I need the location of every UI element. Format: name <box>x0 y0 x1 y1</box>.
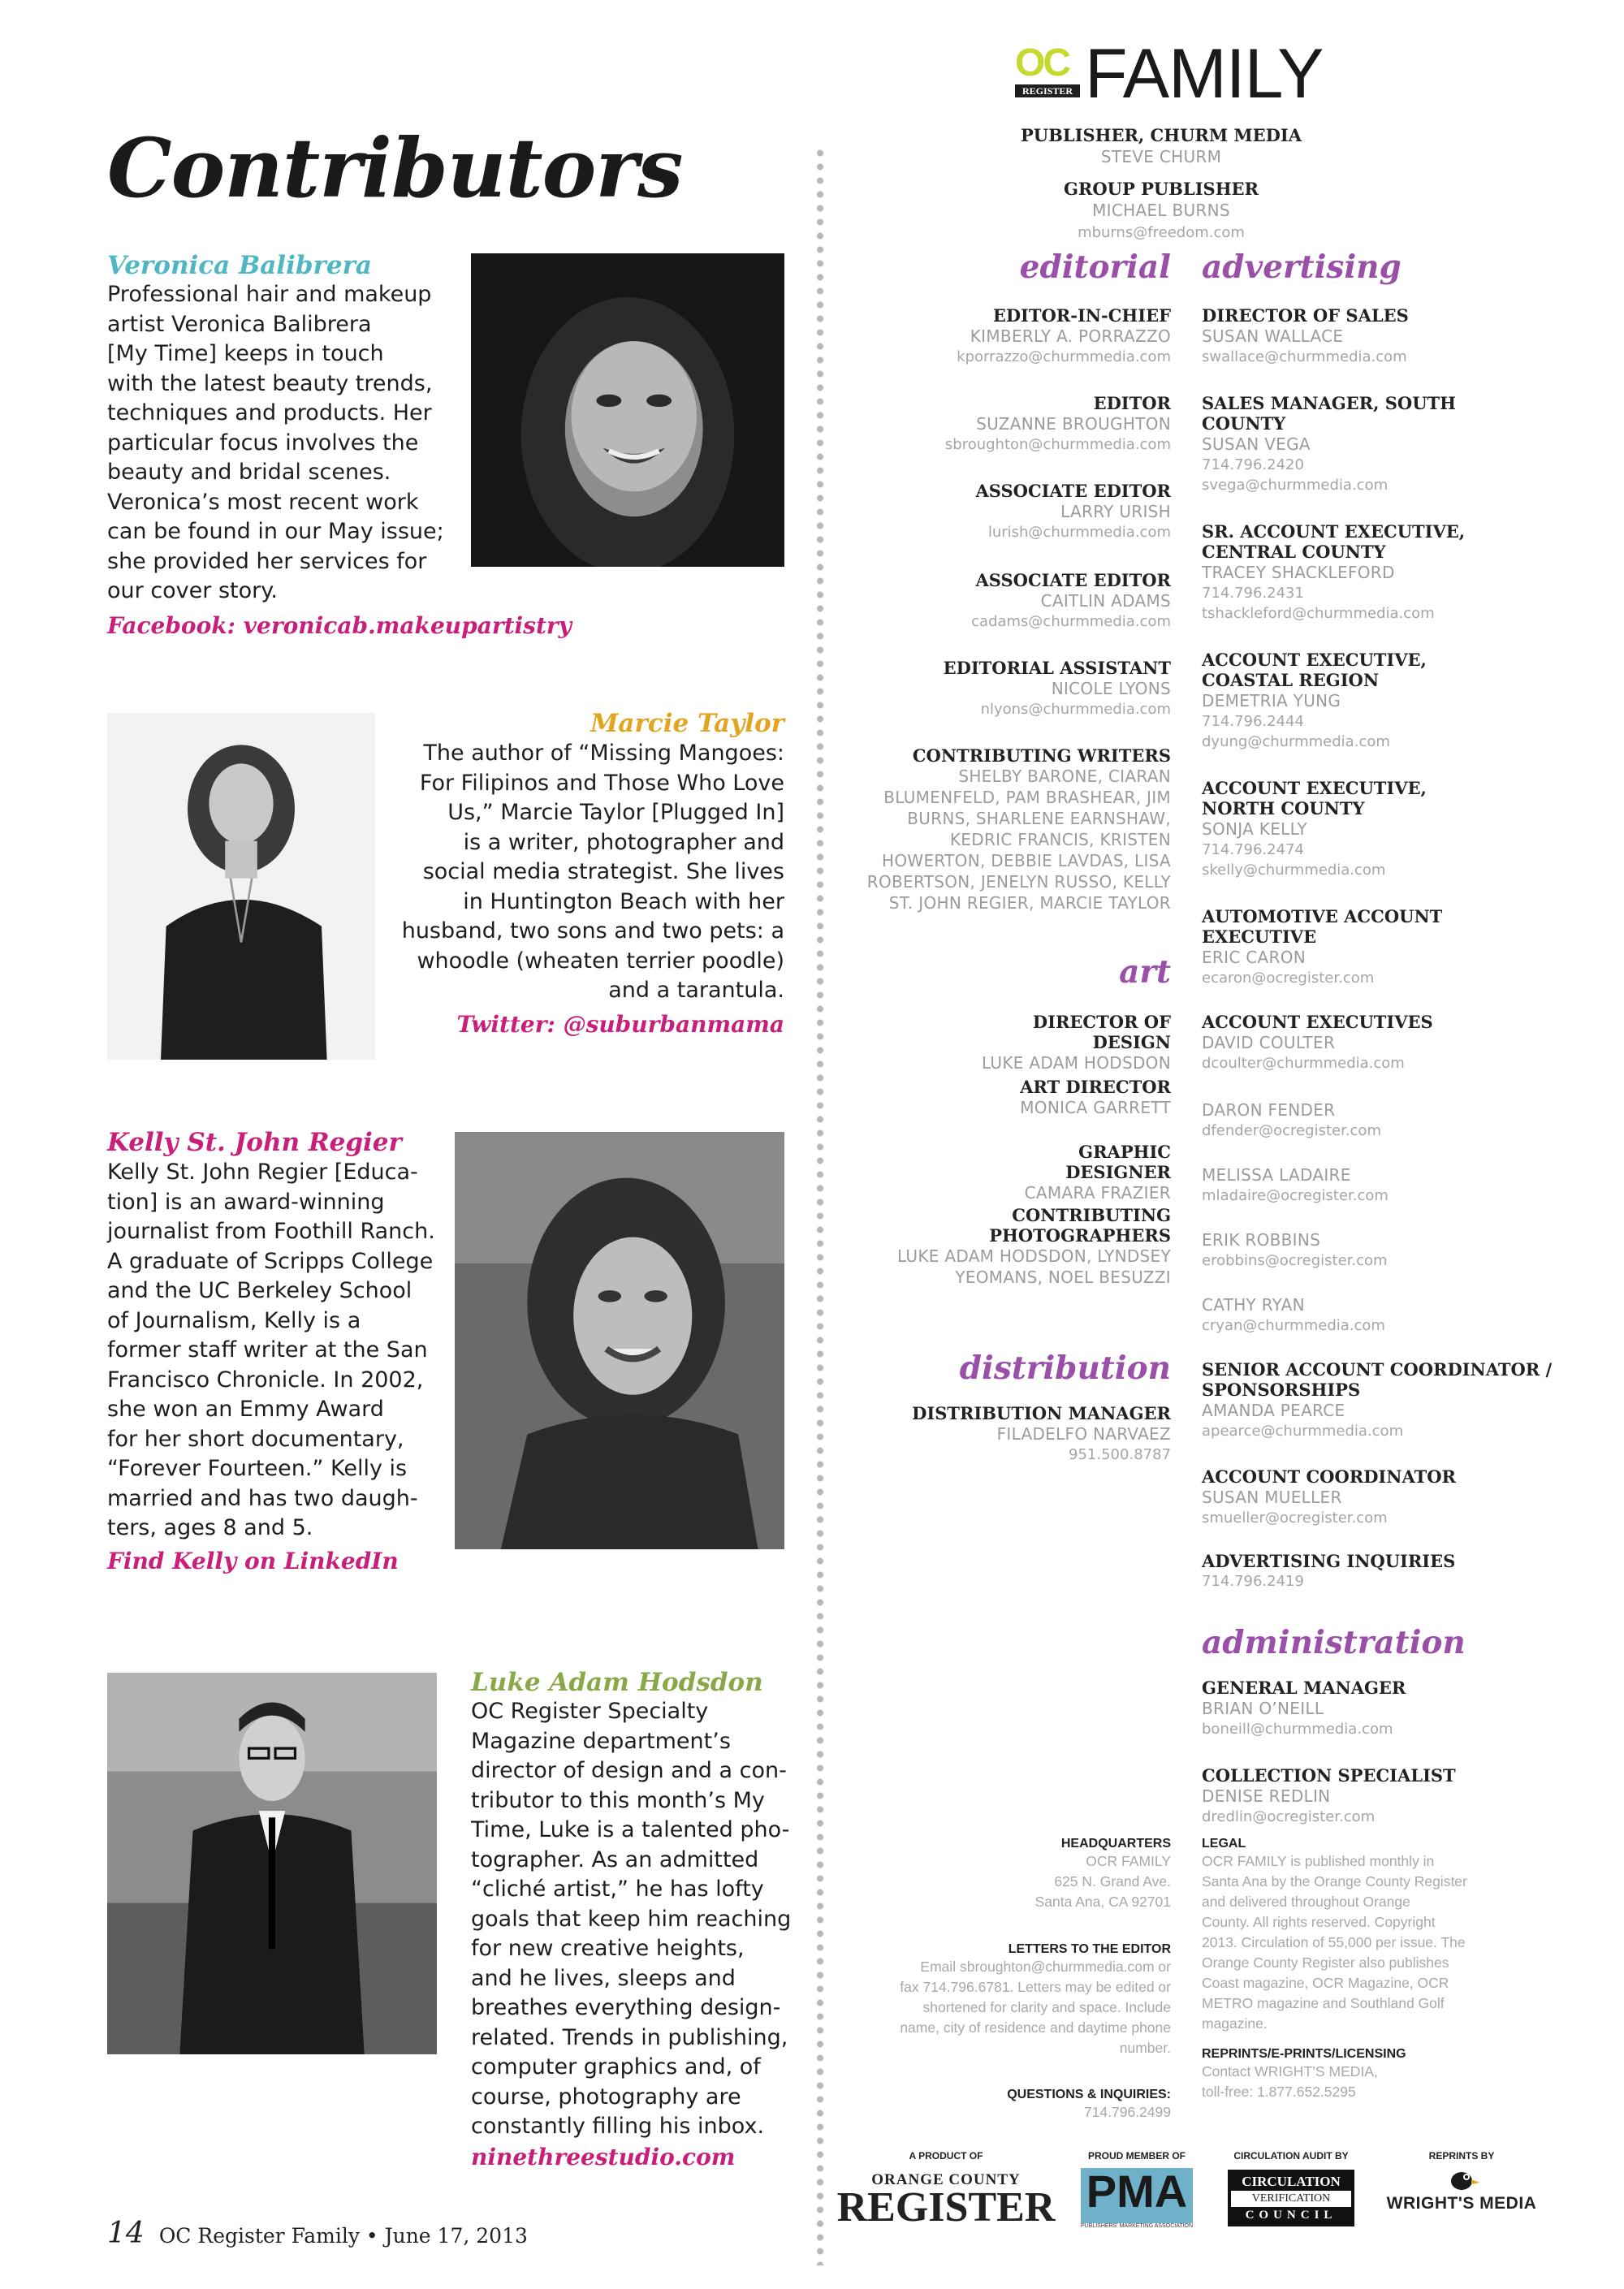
staff-phone: 714.796.2431 <box>1202 585 1304 602</box>
questions-phone <box>830 2102 1171 2123</box>
bio-line: married and has two daugh- <box>107 1485 418 1511</box>
bio-line: and he lives, sleeps and <box>471 1965 736 1991</box>
staff-name: LARRY URISH <box>1060 502 1171 521</box>
logo-cvc-box <box>1228 2170 1354 2226</box>
staff-email[interactable]: smueller@ocregister.com <box>1202 1509 1388 1527</box>
staff-entry <box>822 1142 1171 1203</box>
staff-entry <box>1202 1466 1575 1528</box>
logo-cvc-line2: VERIFICATION <box>1251 2192 1331 2205</box>
staff-entry <box>1202 1294 1575 1336</box>
staff-email[interactable]: cryan@churmmedia.com <box>1202 1317 1385 1334</box>
staff-title: GRAPHIC DESIGNER <box>1065 1142 1171 1182</box>
bio-line: computer graphics and, of <box>471 2054 761 2080</box>
contributor-photo-luke <box>107 1673 437 2054</box>
staff-title: ACCOUNT COORDINATOR <box>1202 1466 1456 1487</box>
logo-cvc-line1: CIRCULATION <box>1231 2173 1351 2191</box>
staff-entry <box>1202 1229 1575 1271</box>
headquarters-title: HEADQUARTERS <box>1060 1837 1171 1851</box>
bio-line: our cover story. <box>107 578 278 603</box>
wrights-bird-icon <box>1380 2165 1543 2194</box>
reprints-block <box>1202 2047 1559 2102</box>
staff-name: BLUMENFELD, PAM BRASHEAR, JIM <box>883 788 1171 807</box>
staff-email[interactable]: dcoulter@churmmedia.com <box>1202 1055 1405 1072</box>
bio-line: Time, Luke is a talented pho- <box>471 1817 790 1842</box>
letters-text <box>830 1957 1171 2058</box>
legal-text <box>1202 1851 1559 2034</box>
contributor-name-marcie: Marcie Taylor <box>590 709 784 738</box>
twitter-link[interactable]: Twitter: @suburbanmama <box>456 1011 784 1038</box>
staff-email[interactable]: erobbins@ocregister.com <box>1202 1252 1388 1269</box>
page-number: 14 <box>107 2217 145 2250</box>
staff-name: CAITLIN ADAMS <box>1040 591 1171 611</box>
publisher-title: PUBLISHER, CHURM MEDIA <box>1021 125 1302 145</box>
staff-email[interactable]: nlyons@churmmedia.com <box>980 701 1171 718</box>
bio-line: breathes everything design- <box>471 1995 781 2020</box>
staff-entry <box>1202 906 1575 988</box>
staff-name: DENISE REDLIN <box>1202 1786 1331 1806</box>
logo-oc: OC <box>1015 41 1069 84</box>
contributor-photo-kelly <box>455 1132 784 1549</box>
staff-entry <box>822 393 1171 455</box>
staff-email[interactable]: dfender@ocregister.com <box>1202 1122 1381 1139</box>
logo-wrights: WRIGHT'S MEDIA <box>1386 2194 1537 2213</box>
ocr-product-logo <box>836 2150 1056 2231</box>
staff-title: DIRECTOR OF DESIGN <box>1032 1012 1171 1052</box>
bio-line: for her short documentary, <box>107 1426 404 1452</box>
staff-name: ERIK ROBBINS <box>1202 1230 1321 1250</box>
staff-title: EDITOR-IN-CHIEF <box>992 305 1171 326</box>
staff-entry <box>822 570 1171 632</box>
staff-email[interactable]: swallace@churmmedia.com <box>1202 348 1407 365</box>
bio-line: she provided her services for <box>107 548 427 574</box>
headquarters-block <box>830 1837 1171 1912</box>
bio-line: Veronica’s most recent work <box>107 489 419 515</box>
staff-entry <box>822 745 1171 913</box>
fine-line: OCR FAMILY is published monthly in <box>1202 1853 1435 1869</box>
staff-email[interactable]: svega@churmmedia.com <box>1202 477 1389 494</box>
staff-email[interactable]: lurish@churmmedia.com <box>987 524 1171 541</box>
section-heading-distribution: distribution <box>959 1350 1171 1387</box>
bio-line: can be found in our May issue; <box>107 519 444 544</box>
staff-title: SR. ACCOUNT EXECUTIVE, CENTRAL COUNTY <box>1202 521 1466 562</box>
fine-line: name, city of residence and daytime phone <box>900 2019 1171 2036</box>
staff-entry <box>1202 305 1575 367</box>
staff-email[interactable]: mladaire@ocregister.com <box>1202 1187 1389 1204</box>
staff-email[interactable]: kporrazzo@churmmedia.com <box>957 348 1171 365</box>
staff-name: KIMBERLY A. PORRAZZO <box>970 326 1171 346</box>
letters-block <box>830 1942 1171 2058</box>
staff-entry <box>822 1077 1171 1118</box>
staff-title: ART DIRECTOR <box>1020 1077 1171 1097</box>
staff-email[interactable]: dredlin@ocregister.com <box>1202 1808 1376 1825</box>
contributor-photo-veronica <box>471 253 784 567</box>
fine-line: 714.796.2499 <box>1083 2104 1171 2120</box>
staff-name: DAVID COULTER <box>1202 1033 1336 1052</box>
bio-line: OC Register Specialty <box>471 1699 709 1724</box>
staff-phone: 714.796.2419 <box>1202 1573 1304 1590</box>
staff-name: MELISSA LADAIRE <box>1202 1165 1351 1185</box>
staff-phone: 714.796.2444 <box>1202 713 1304 730</box>
staff-entry <box>822 305 1171 367</box>
bio-line: Professional hair and makeup <box>107 282 432 307</box>
linkedin-link[interactable]: Find Kelly on LinkedIn <box>107 1548 399 1574</box>
staff-entry <box>822 1012 1171 1073</box>
fine-line: Coast magazine, OCR Magazine, OCR <box>1202 1975 1449 1991</box>
bio-line: [My Time] keeps in touch <box>107 341 384 366</box>
staff-email[interactable]: tshackleford@churmmedia.com <box>1202 605 1435 622</box>
logo-orange-county: ORANGE COUNTY <box>871 2171 1021 2188</box>
bio-line: ters, ages 8 and 5. <box>107 1515 313 1540</box>
bio-line: Kelly St. John Regier [Educa- <box>107 1160 418 1185</box>
bio-line: For Filipinos and Those Who Love <box>419 770 784 796</box>
fine-line: 625 N. Grand Ave. <box>1054 1873 1171 1890</box>
bio-line: Francisco Chronicle. In 2002, <box>107 1367 424 1393</box>
bio-line: techniques and products. Her <box>107 400 432 425</box>
staff-name: SUZANNE BROUGHTON <box>976 414 1171 434</box>
staff-title: ASSOCIATE EDITOR <box>975 481 1171 501</box>
staff-title: GENERAL MANAGER <box>1202 1678 1406 1698</box>
staff-name: YEOMANS, NOEL BESUZZI <box>955 1268 1171 1287</box>
staff-title: SALES MANAGER, SOUTH COUNTY <box>1202 393 1456 434</box>
pma-logo <box>1072 2150 1202 2229</box>
staff-email[interactable]: skelly@churmmedia.com <box>1202 862 1386 879</box>
staff-name: BRIAN O’NEILL <box>1202 1699 1324 1718</box>
logo-family: FAMILY <box>1085 35 1324 113</box>
staff-title: EDITORIAL ASSISTANT <box>943 658 1171 678</box>
staff-name: NICOLE LYONS <box>1051 679 1171 698</box>
logo-register: REGISTER <box>1015 84 1080 97</box>
staff-title: EDITOR <box>1093 393 1171 413</box>
staff-entry <box>1202 521 1575 624</box>
publisher-name: STEVE CHURM <box>1100 147 1222 166</box>
fine-line: fax 714.796.6781. Letters may be edited or <box>900 1979 1171 1995</box>
staff-email[interactable]: boneill@churmmedia.com <box>1202 1721 1393 1738</box>
staff-name: FILADELFO NARVAEZ <box>996 1424 1171 1444</box>
staff-name: ERIC CARON <box>1202 948 1306 967</box>
staff-name: ST. JOHN REGIER, MARCIE TAYLOR <box>888 893 1171 913</box>
staff-phone: 951.500.8787 <box>1069 1446 1171 1463</box>
fine-line: OCR FAMILY <box>1086 1853 1171 1869</box>
staff-entry <box>1202 778 1575 880</box>
contributor-bio-kelly <box>107 1158 456 1544</box>
staff-name: SUSAN WALLACE <box>1202 326 1344 346</box>
bio-line: she won an Emmy Award <box>107 1397 384 1422</box>
bio-line: artist Veronica Balibrera <box>107 311 372 337</box>
staff-name: LUKE ADAM HODSDON <box>981 1053 1171 1073</box>
staff-entry <box>1202 1099 1575 1141</box>
bio-line: beauty and bridal scenes. <box>107 460 391 485</box>
bio-line: and a tarantula. <box>608 978 784 1003</box>
fine-line: and delivered throughout Orange <box>1202 1894 1410 1910</box>
staff-name: KEDRIC FRANCIS, KRISTEN <box>949 830 1171 849</box>
bio-line: Us,” Marcie Taylor [Plugged In] <box>447 800 784 825</box>
staff-entry <box>1202 650 1575 752</box>
contributor-name-luke: Luke Adam Hodsdon <box>471 1668 763 1697</box>
bio-line: particular focus involves the <box>107 430 419 456</box>
logo-pma-sub: PUBLISHERS' MARKETING ASSOCIATION <box>1080 2223 1194 2229</box>
staff-entry <box>1202 1678 1575 1739</box>
staff-entry <box>1202 1012 1575 1073</box>
bio-line: tributor to this month’s My <box>471 1787 765 1813</box>
group-publisher-title: GROUP PUBLISHER <box>1063 179 1259 199</box>
page-footer <box>107 2217 528 2250</box>
staff-name: CATHY RYAN <box>1202 1295 1305 1315</box>
staff-name: MONICA GARRETT <box>1020 1098 1171 1117</box>
questions-block <box>830 2088 1171 2123</box>
legal-block <box>1202 1837 1559 2034</box>
bio-line: is a writer, photographer and <box>463 829 784 855</box>
staff-email[interactable]: apearce@churmmedia.com <box>1202 1423 1404 1440</box>
wrights-media-logo <box>1380 2150 1543 2213</box>
staff-entry <box>822 481 1171 542</box>
contributor-name-veronica: Veronica Balibrera <box>107 251 372 280</box>
headquarters-address <box>830 1851 1171 1912</box>
legal-title: LEGAL <box>1202 1837 1246 1851</box>
bio-line: of Journalism, Kelly is a <box>107 1307 361 1333</box>
website-link[interactable]: ninethreestudio.com <box>471 2144 736 2170</box>
staff-email[interactable]: sbroughton@churmmedia.com <box>944 436 1171 453</box>
staff-entry <box>1202 1359 1575 1441</box>
footer-publication: OC Register Family • June 17, 2013 <box>158 2224 528 2248</box>
section-heading-advertising: advertising <box>1202 248 1402 286</box>
staff-title: DIRECTOR OF SALES <box>1202 305 1409 326</box>
letters-title: LETTERS TO THE EDITOR <box>1008 1942 1171 1956</box>
fine-line: Orange County Register also publishes <box>1202 1954 1449 1971</box>
staff-title: ACCOUNT EXECUTIVE, NORTH COUNTY <box>1202 778 1427 818</box>
bio-line: director of design and a con- <box>471 1758 787 1783</box>
bio-line: Magazine department’s <box>471 1728 731 1754</box>
bio-line: constantly filling his inbox. <box>471 2114 765 2139</box>
logo-register-wordmark: REGISTER <box>836 2184 1056 2231</box>
fine-line: Email sbroughton@churmmedia.com or <box>920 1959 1171 1975</box>
staff-name: SUSAN MUELLER <box>1202 1488 1342 1507</box>
staff-name: TRACEY SHACKLEFORD <box>1202 563 1395 582</box>
section-heading-art: art <box>1119 953 1171 991</box>
fine-line: Santa Ana by the Orange County Register <box>1202 1873 1467 1890</box>
staff-title: ASSOCIATE EDITOR <box>975 570 1171 590</box>
fine-line: Santa Ana, CA 92701 <box>1034 1894 1171 1910</box>
staff-email[interactable]: cadams@churmmedia.com <box>971 613 1171 630</box>
fine-line: toll-free: 1.877.652.5295 <box>1202 2084 1356 2100</box>
page-title: Contributors <box>107 120 683 216</box>
staff-name: SUSAN VEGA <box>1202 434 1311 454</box>
facebook-link[interactable]: Facebook: veronicab.makeupartistry <box>107 612 572 639</box>
contributor-bio-marcie <box>390 739 784 1006</box>
staff-name: AMANDA PEARCE <box>1202 1401 1345 1420</box>
staff-name: BURNS, SHARLENE EARNSHAW, <box>907 809 1171 828</box>
staff-phone: 714.796.2474 <box>1202 841 1304 858</box>
group-publisher-email: mburns@freedom.com <box>1078 224 1245 241</box>
staff-title: CONTRIBUTING WRITERS <box>912 745 1171 766</box>
questions-title: QUESTIONS & INQUIRIES: <box>1007 2088 1171 2101</box>
bio-line: tographer. As an admitted <box>471 1846 759 1872</box>
fine-line: shortened for clarity and space. Include <box>922 1999 1171 2015</box>
staff-title: ACCOUNT EXECUTIVE, COASTAL REGION <box>1202 650 1427 690</box>
staff-phone: 714.796.2420 <box>1202 456 1304 473</box>
bio-line: course, photography are <box>471 2084 741 2110</box>
reprints-title: REPRINTS/E-PRINTS/LICENSING <box>1202 2047 1406 2061</box>
staff-entry <box>1202 1551 1575 1592</box>
contributor-photo-marcie <box>107 713 375 1060</box>
bio-line: tion] is an award-winning <box>107 1189 385 1215</box>
bio-line: journalist from Foothill Ranch. <box>107 1219 435 1244</box>
fine-line: magazine. <box>1202 2015 1268 2032</box>
staff-entry <box>1202 1164 1575 1206</box>
fine-line: number. <box>1119 2040 1171 2056</box>
contributor-bio-veronica <box>107 280 464 607</box>
staff-name: SHELBY BARONE, CIARAN <box>958 767 1171 786</box>
staff-name: ROBERTSON, JENELYN RUSSO, KELLY <box>866 872 1171 892</box>
section-heading-editorial: editorial <box>1019 248 1171 286</box>
bio-line: former staff writer at the San <box>107 1337 428 1363</box>
logo-caption: A PRODUCT OF <box>909 2150 983 2162</box>
bio-line: The author of “Missing Mangoes: <box>423 741 784 766</box>
bio-line: and the UC Berkeley School <box>107 1278 412 1303</box>
bio-line: husband, two sons and two pets: a <box>401 918 784 944</box>
bio-line: “Forever Fourteen.” Kelly is <box>107 1456 408 1481</box>
fine-line: County. All rights reserved. Copyright <box>1202 1914 1436 1930</box>
staff-title: SENIOR ACCOUNT COORDINATOR / SPONSORSHIPS <box>1202 1359 1553 1400</box>
cvc-logo <box>1222 2150 1360 2226</box>
staff-name: DARON FENDER <box>1202 1100 1336 1120</box>
reprints-text <box>1202 2062 1559 2102</box>
staff-entry <box>1202 1765 1575 1827</box>
bio-line: A graduate of Scripps College <box>107 1248 434 1274</box>
staff-name: CAMARA FRAZIER <box>1024 1183 1171 1203</box>
fine-line: Contact WRIGHT’S MEDIA, <box>1202 2063 1378 2080</box>
bio-line: in Huntington Beach with her <box>463 888 784 914</box>
section-heading-administration: administration <box>1202 1624 1466 1661</box>
staff-entry <box>822 1403 1171 1465</box>
fine-line: METRO magazine and Southland Golf <box>1202 1995 1445 2011</box>
logo-pma: PMA <box>1081 2168 1193 2223</box>
logo-caption: PROUD MEMBER OF <box>1088 2150 1186 2162</box>
staff-name: DEMETRIA YUNG <box>1202 691 1341 710</box>
logo-cvc-line3: COUNCIL <box>1231 2207 1351 2223</box>
staff-name: HOWERTON, DEBBIE LAVDAS, LISA <box>882 851 1171 870</box>
staff-entry <box>822 1205 1171 1288</box>
staff-entry <box>1202 393 1575 495</box>
staff-title: CONTRIBUTING PHOTOGRAPHERS <box>989 1205 1171 1246</box>
staff-title: DISTRIBUTION MANAGER <box>912 1403 1171 1423</box>
bio-line: goals that keep him reaching <box>471 1906 792 1932</box>
staff-title: COLLECTION SPECIALIST <box>1202 1765 1456 1786</box>
staff-name: LUKE ADAM HODSDON, LYNDSEY <box>896 1246 1171 1266</box>
bio-line: for new creative heights, <box>471 1936 745 1961</box>
ocr-family-logo <box>1015 35 1356 115</box>
bio-line: with the latest beauty trends, <box>107 370 433 396</box>
staff-title: ACCOUNT EXECUTIVES <box>1202 1012 1433 1032</box>
logo-caption: CIRCULATION AUDIT BY <box>1233 2150 1349 2162</box>
bio-line: “cliché artist,” he has lofty <box>471 1877 764 1902</box>
staff-title: AUTOMOTIVE ACCOUNT EXECUTIVE <box>1202 906 1443 947</box>
staff-name: SONJA KELLY <box>1202 819 1307 839</box>
contributor-name-kelly: Kelly St. John Regier <box>107 1128 402 1157</box>
staff-email[interactable]: dyung@churmmedia.com <box>1202 733 1390 750</box>
bio-line: social media strategist. She lives <box>422 859 784 884</box>
contributor-bio-luke <box>471 1697 796 2142</box>
bio-line: whoodle (wheaten terrier poodle) <box>417 948 784 974</box>
group-publisher-name: MICHAEL BURNS <box>1092 201 1230 220</box>
bio-line: related. Trends in publishing, <box>471 2024 788 2050</box>
staff-entry <box>822 658 1171 719</box>
staff-title: ADVERTISING INQUIRIES <box>1202 1551 1456 1571</box>
staff-email[interactable]: ecaron@ocregister.com <box>1202 970 1375 987</box>
fine-line: 2013. Circulation of 55,000 per issue. The <box>1202 1934 1466 1950</box>
logo-caption: REPRINTS BY <box>1428 2150 1495 2162</box>
